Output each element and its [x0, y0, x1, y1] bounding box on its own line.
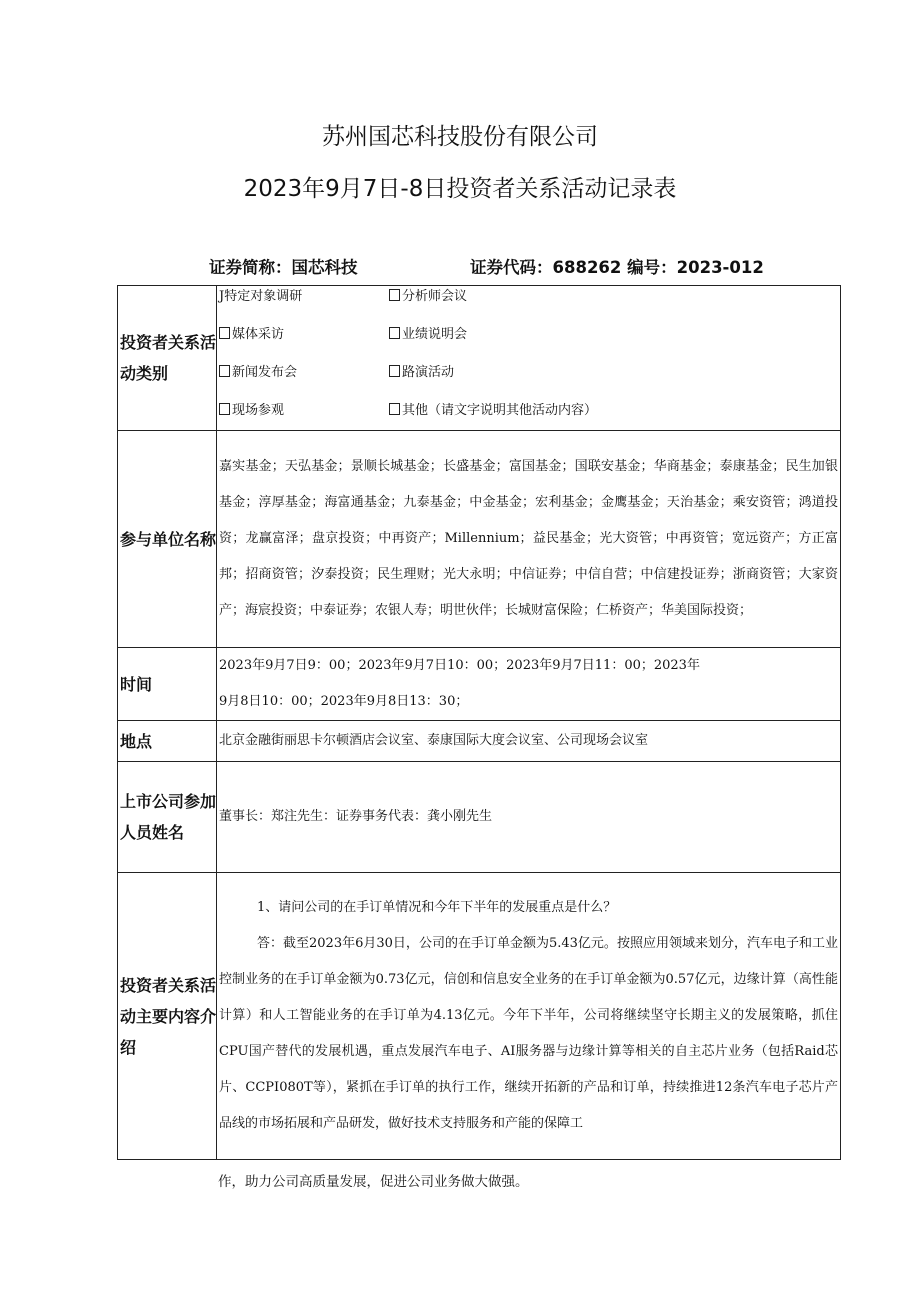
checked-mark-icon: J	[219, 289, 225, 304]
participants-list: 嘉实基金；天弘基金；景顺长城基金；长盛基金；富国基金；国联安基金；华商基金；泰康基金；民生加银基金；淳厚基金；海富通基金；九泰基金；中金基金；宏利基金；金鹰基金；天治基金；乘安资管；鸿道投资；龙赢富泽；盘京投资；中再资产；Millennium；益民基金；光大资管；中再资管；宽远资产；方正富邦；招商资管；汐泰投资；民生理财；光大永明；中信证券；中信自营；中信建投证券；浙商资管；大家资产；海宸投资；中泰证券；农银人寿；明世伙伴；长城财富保险；仁桥资产；华美国际投资；	[217, 431, 841, 648]
answer-continuation: 作，助力公司高质量发展，促进公司业务做大做强。	[218, 1174, 529, 1190]
location-row	[118, 721, 841, 762]
location-label: 地点	[118, 721, 217, 762]
main-content-row	[118, 873, 841, 1160]
location-value: 北京金融街丽思卡尔顿酒店会议室、泰康国际大度会议室、公司现场会议室	[217, 721, 841, 762]
time-label: 时间	[118, 648, 217, 721]
option-earnings-call[interactable]: 业绩说明会	[389, 317, 467, 353]
option-press-conference[interactable]: 新闻发布会	[219, 355, 389, 391]
activity-type-row	[118, 286, 841, 431]
question-text: 1、请问公司的在手订单情况和今年下半年的发展重点是什么？	[257, 900, 617, 915]
record-title: 2023年9月7日-8日投资者关系活动记录表	[243, 176, 677, 202]
time-value	[217, 648, 841, 721]
company-name: 苏州国芯科技股份有限公司	[322, 124, 598, 150]
time-line-1: 2023年9月7日9：00；2023年9月7日10：00；2023年9月7日11：00；2023年	[219, 658, 700, 673]
stock-code: 证券代码：688262 编号：2023-012	[470, 258, 764, 277]
time-line-2: 9月8日10：00；2023年9月8日13：30；	[219, 694, 469, 709]
checkbox-icon	[219, 403, 230, 415]
activity-type-label: 投资者关系活动类别	[118, 286, 217, 431]
company-people-value: 董事长：郑注先生：证券事务代表：龚小刚先生	[217, 762, 841, 873]
option-media-interview[interactable]: 媒体采访	[219, 317, 389, 353]
participants-label: 参与单位名称	[118, 431, 217, 648]
option-other[interactable]: 其他（请文字说明其他活动内容）	[389, 393, 597, 429]
option-specific-research[interactable]: J特定对象调研	[219, 279, 389, 315]
company-people-label: 上市公司参加人员姓名	[118, 762, 217, 873]
checkbox-icon	[389, 327, 400, 339]
checkbox-icon	[389, 289, 400, 301]
option-analyst-meeting[interactable]: 分析师会议	[389, 279, 467, 315]
option-roadshow[interactable]: 路演活动	[389, 355, 454, 391]
option-site-visit[interactable]: 现场参观	[219, 393, 389, 429]
checkbox-icon	[389, 365, 400, 377]
stock-abbreviation: 证券简称：国芯科技	[209, 258, 358, 277]
time-row	[118, 648, 841, 721]
answer-text: 答：截至2023年6月30日，公司的在手订单金额为5.43亿元。按照应用领域来划分，汽车电子和工业控制业务的在手订单金额为0.73亿元，信创和信息安全业务的在手订单金额为0.57亿元，边缘计算（高性能计算）和人工智能业务的在手订单为4.13亿元。今年下半年，公司将继续坚守长期主义的发展策略，抓住CPU国产替代的发展机遇，重点发展汽车电子、AI服务器与边缘计算等相关的自主芯片业务（包括Raid芯片、CCPI080T等），紧抓在手订单的执行工作，继续开拓新的产品和订单，持续推进12条汽车电子芯片产品线的市场拓展和产品研发，做好技术支持服务和产能的保障工	[219, 936, 838, 1131]
company-people-row	[118, 762, 841, 873]
record-table	[117, 285, 841, 1160]
participants-row	[118, 431, 841, 648]
main-content-label: 投资者关系活动主要内容介绍	[118, 873, 217, 1160]
checkbox-icon	[389, 403, 400, 415]
main-content-value	[217, 873, 841, 1160]
activity-type-options	[217, 286, 841, 431]
checkbox-icon	[219, 327, 230, 339]
checkbox-icon	[219, 365, 230, 377]
